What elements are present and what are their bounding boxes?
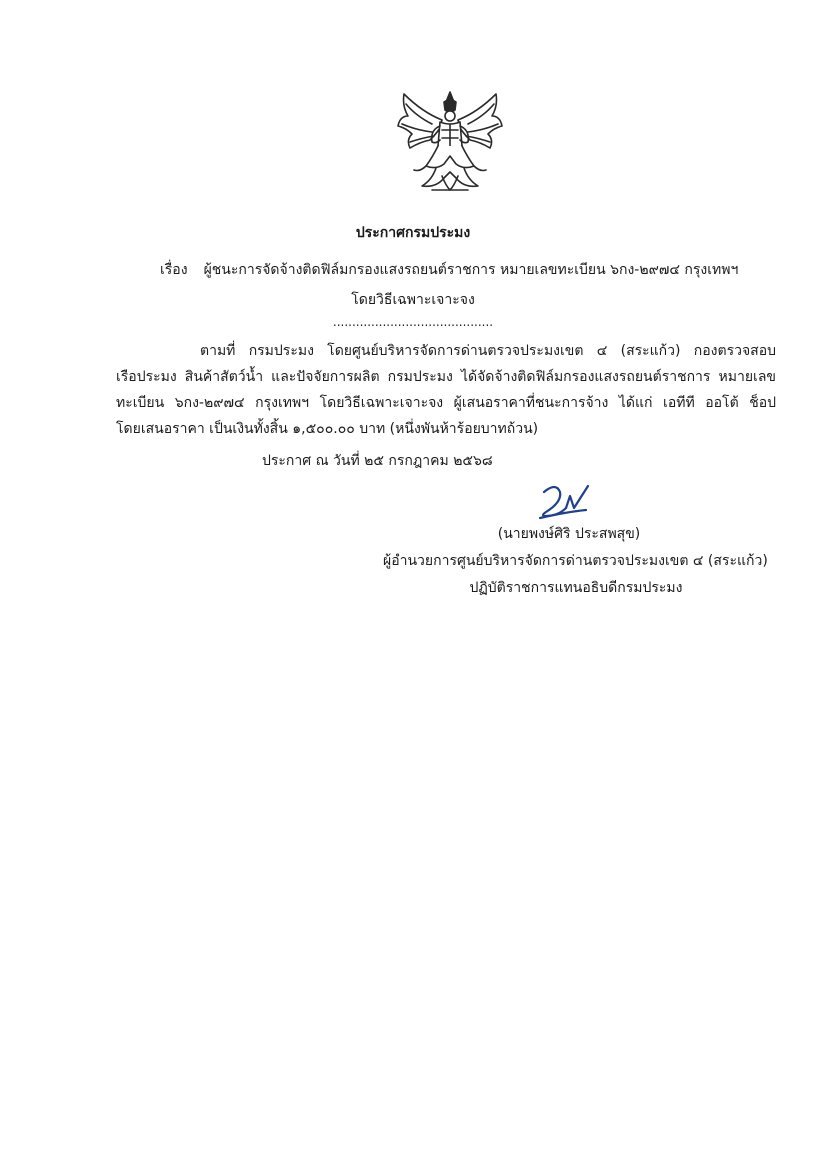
body-line: เรือประมง สินค้าสัตว์น้ำ และปัจจัยการผลิต กรมประมง ได้จัดจ้างติดฟิล์มกรองแสงรถยนต์ราชการ หมายเลข	[116, 369, 776, 385]
procurement-method: โดยวิธีเฉพาะเจาะจง	[351, 292, 475, 308]
subject-label: เรื่อง	[160, 262, 188, 278]
body-line: โดยเสนอราคา เป็นเงินทั้งสิ้น ๑,๕๐๐.๐๐ บาท (หนึ่งพันห้าร้อยบาทถ้วน)	[116, 421, 539, 437]
dotted-divider: ..........................................	[332, 315, 494, 329]
signer-acting-title: ปฏิบัติราชการแทนอธิบดีกรมประมง	[469, 580, 683, 596]
signer-position: ผู้อำนวยการศูนย์บริหารจัดการด่านตรวจประมงเขต ๔ (สระแก้ว)	[383, 553, 768, 569]
body-line: ตามที่ กรมประมง โดยศูนย์บริหารจัดการด่านตรวจประมงเขต ๔ (สระแก้ว) กองตรวจสอบ	[200, 343, 776, 359]
handwritten-signature-icon	[536, 478, 608, 520]
announcement-date: ประกาศ ณ วันที่ ๒๕ กรกฎาคม ๒๕๖๘	[262, 453, 493, 469]
announcement-title: ประกาศกรมประมง	[355, 225, 471, 241]
body-line: ทะเบียน ๖กง-๒๙๗๔ กรุงเทพฯ โดยวิธีเฉพาะเจาะจง ผู้เสนอราคาที่ชนะการจ้าง ได้แก่ เอทีที ออโต้ ช็อป	[116, 395, 776, 411]
signer-name: (นายพงษ์ศิริ ประสพสุข)	[497, 526, 641, 542]
announcement-body	[116, 338, 776, 442]
subject-line	[160, 259, 800, 281]
garuda-emblem-icon	[392, 86, 508, 196]
subject-text: ผู้ชนะการจัดจ้างติดฟิล์มกรองแสงรถยนต์ราชการ หมายเลขทะเบียน ๖กง-๒๙๗๔ กรุงเทพฯ	[203, 262, 739, 278]
